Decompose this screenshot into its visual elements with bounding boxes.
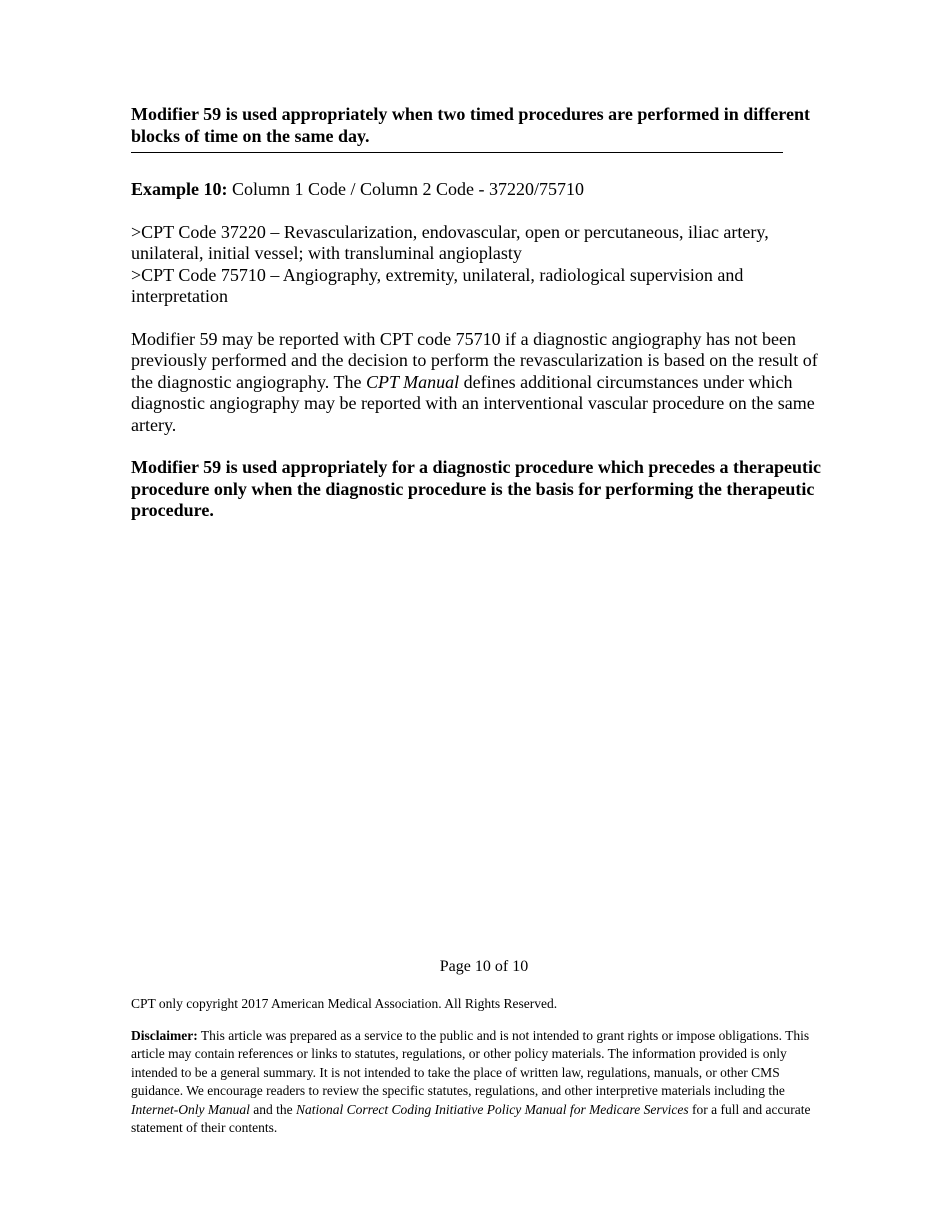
cpt-manual-title: CPT Manual — [365, 371, 460, 392]
disclaimer-italic-1: Internet-Only Manual — [131, 1101, 250, 1117]
example-explanation — [131, 329, 821, 437]
code-line-1: >CPT Code 37220 – Revascularization, endovascular, open or percutaneous, iliac artery, unilateral, initial vessel; with transluminal angioplasty — [131, 221, 769, 263]
example-label: Example 10: — [131, 179, 228, 199]
disclaimer-part-3: for a full and accurate statement of their contents. — [131, 1101, 811, 1136]
disclaimer-part-1: This article was prepared as a service to the public and is not intended to grant rights or impose obligations. This article may contain references or links to statutes, regulations, or other policy materials. The information provided is only intended to be a general summary. It is not intended to take the place of written law, regulations, manuals, or other CMS guidance. We encourage readers to review the specific statutes, regulations, and other interpretive materials including the — [131, 1028, 810, 1099]
example-heading — [131, 179, 821, 201]
explanation-part-2: defines additional circumstances under which diagnostic angiography may be reported with an interventional vascular procedure on the same artery. — [131, 371, 815, 435]
example-code-pair: Column 1 Code / Column 2 Code - 37220/75710 — [232, 179, 585, 199]
explanation-part-1: Modifier 59 may be reported with CPT code 75710 if a diagnostic angiography has not been previously performed and the decision to perform the revascularization is based on the result of the diagnostic angiography. The — [131, 328, 818, 392]
page-number: Page 10 of 10 — [439, 958, 529, 975]
disclaimer — [131, 1027, 821, 1137]
code-line-2: >CPT Code 75710 – Angiography, extremity, unilateral, radiological supervision and interpretation — [131, 264, 744, 306]
document-body — [131, 104, 821, 522]
page-footer — [131, 957, 821, 1137]
disclaimer-italic-2: National Correct Coding Initiative Policy Manual for Medicare Services — [295, 1101, 689, 1117]
disclaimer-label: Disclaimer: — [131, 1028, 198, 1043]
disclaimer-part-2: and the — [249, 1101, 296, 1117]
copyright-notice: CPT only copyright 2017 American Medical Association. All Rights Reserved. — [131, 996, 558, 1011]
section-divider — [131, 152, 783, 153]
bold-conclusion: Modifier 59 is used appropriately for a diagnostic procedure which precedes a therapeutic procedure only when the diagnostic procedure is the basis for performing the therapeutic procedure. — [131, 457, 821, 520]
intro-bold-statement: Modifier 59 is used appropriately when two timed procedures are performed in different blocks of time on the same day. — [131, 104, 810, 146]
